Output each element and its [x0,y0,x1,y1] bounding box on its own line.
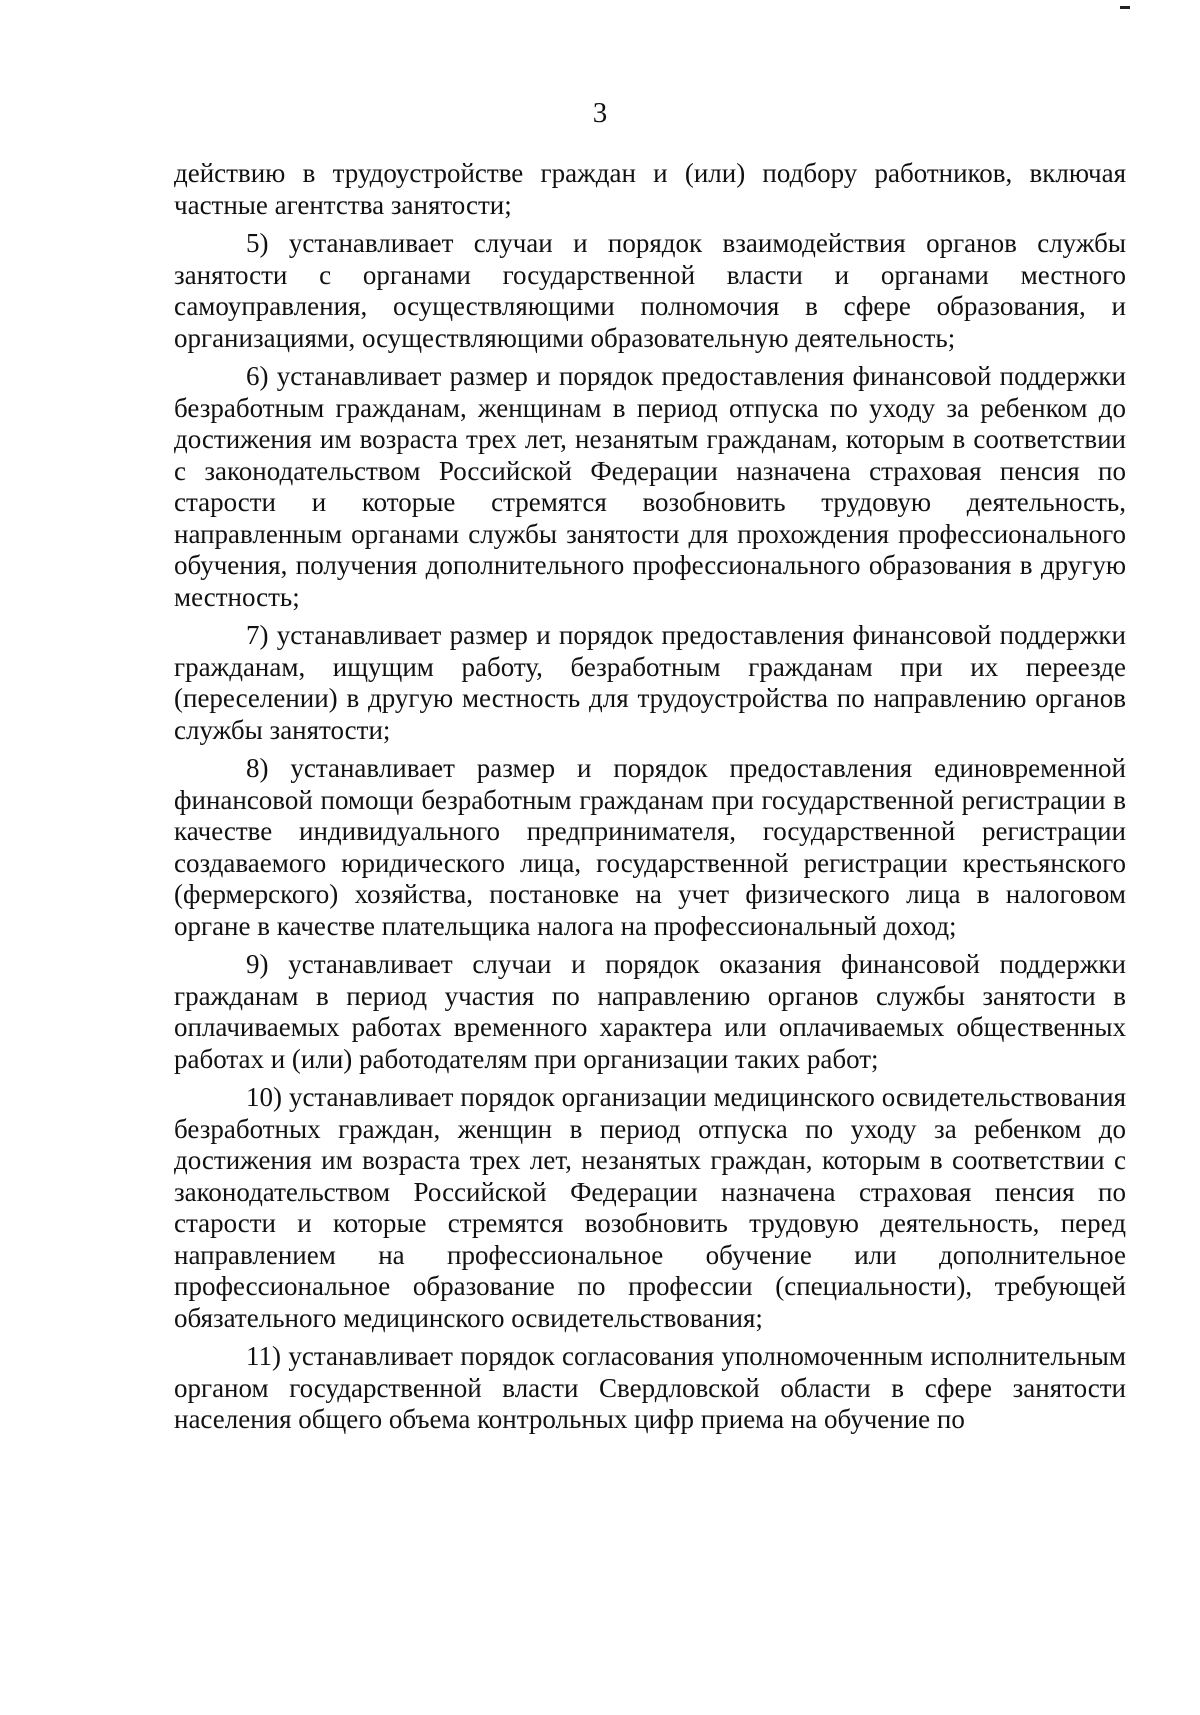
document-body [174,158,1126,1443]
paragraph-item-8: 8) устанавливает размер и порядок предоставления единовременной финансовой помощи безработным гражданам при государственной регистрации в качестве индивидуального предпринимателя, государственной регистрации создаваемого юридического лица, государственной регистрации крестьянского (фермерского) хозяйства, постановке на учет физического лица в налоговом органе в качестве плательщика налога на профессиональный доход; [174,753,1126,941]
paragraph-item-11: 11) устанавливает порядок согласования уполномоченным исполнительным органом государственной власти Свердловской области в сфере занятости населения общего объема контрольных цифр приема на обучение по [174,1341,1126,1434]
paragraph-item-10: 10) устанавливает порядок организации медицинского освидетельствования безработных граждан, женщин в период отпуска по уходу за ребенком до достижения им возраста трех лет, незанятых граждан, которым в соответствии с законодательством Российской Федерации назначена страховая пенсия по старости и которые стремятся возобновить трудовую деятельность, перед направлением на профессиональное обучение или дополнительное профессиональное образование по профессии (специальности), требующей обязательного медицинского освидетельствования; [174,1082,1126,1333]
paragraph-item-6: 6) устанавливает размер и порядок предоставления финансовой поддержки безработным гражданам, женщинам в период отпуска по уходу за ребенком до достижения им возраста трех лет, незанятым гражданам, которым в соответствии с законодательством Российской Федерации назначена страховая пенсия по старости и которые стремятся возобновить трудовую деятельность, направленным органами службы занятости для прохождения профессионального обучения, получения дополнительного профессионального образования в другую местность; [174,361,1126,612]
paragraph-item-5: 5) устанавливает случаи и порядок взаимодействия органов службы занятости с органами государственной власти и органами местного самоуправления, осуществляющими полномочия в сфере образования, и организациями, осуществляющими образовательную деятельность; [174,228,1126,353]
paragraph-item-7: 7) устанавливает размер и порядок предоставления финансовой поддержки гражданам, ищущим работу, безработным гражданам при их переезде (переселении) в другую местность для трудоустройства по направлению органов службы занятости; [174,620,1126,745]
paragraph-continuation: действию в трудоустройстве граждан и (или) подбору работников, включая частные агентства занятости; [174,158,1126,220]
page-number: 3 [592,97,608,129]
scan-mark [1120,6,1130,9]
paragraph-item-9: 9) устанавливает случаи и порядок оказания финансовой поддержки гражданам в период участия по направлению органов службы занятости в оплачиваемых работах временного характера или оплачиваемых общественных работах и (или) работодателям при организации таких работ; [174,949,1126,1074]
